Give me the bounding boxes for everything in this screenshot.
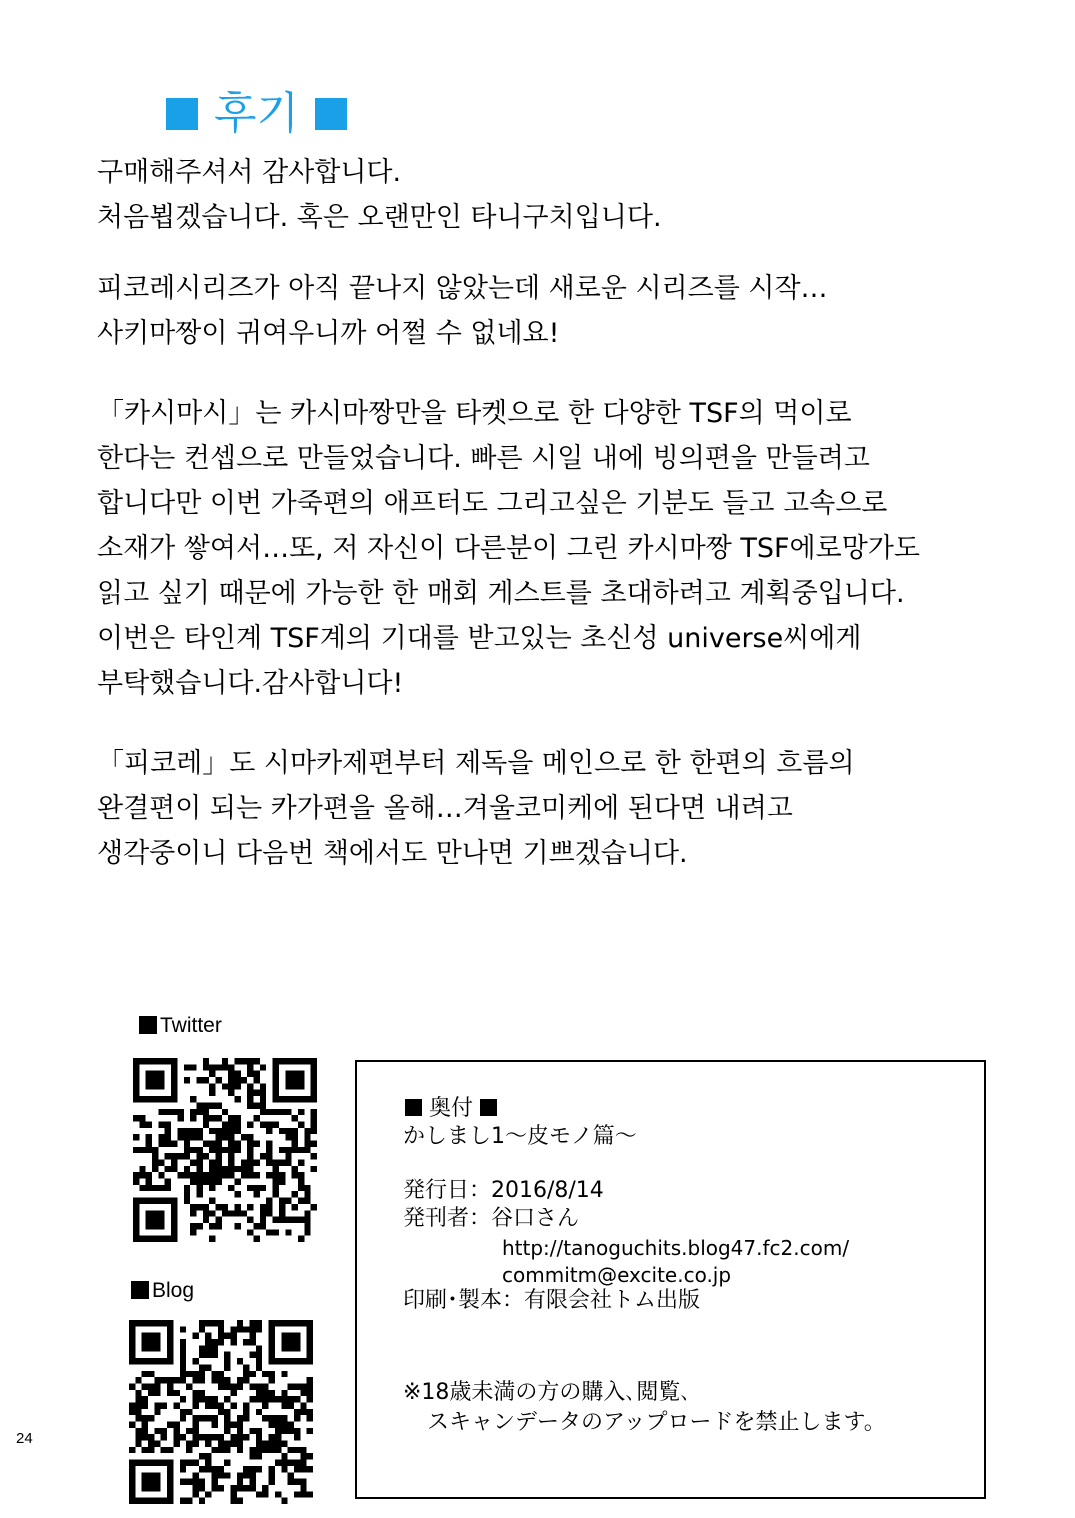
colophon-box <box>355 1060 986 1499</box>
text-line: 한다는 컨셉으로 만들었습니다. 빠른 시일 내에 빙의편을 만들려고 <box>97 443 870 474</box>
square-bullet-icon <box>405 1099 422 1116</box>
text-line: 소재가 쌓여서…또, 저 자신이 다른분이 그린 카시마짱 TSF에로망가도 <box>97 533 920 564</box>
square-bullet-icon <box>315 98 347 130</box>
square-bullet-icon <box>139 1016 157 1034</box>
afterword-paragraph <box>97 150 662 240</box>
text-line: 합니다만 이번 가죽편의 애프터도 그리고싶은 기분도 들고 고속으로 <box>97 488 888 519</box>
text-line: 완결편이 되는 카가편을 올해…겨울코미케에 된다면 내려고 <box>97 793 793 824</box>
age-notice-line2: スキャンデータのアップロードを禁止します。 <box>427 1410 886 1435</box>
twitter-label: Twitter <box>139 1013 222 1039</box>
square-bullet-icon <box>166 98 198 130</box>
printer: 印刷･製本：有限会社トム出版 <box>403 1288 701 1313</box>
afterword-paragraph <box>97 741 855 876</box>
afterword-paragraph <box>97 391 920 706</box>
text-line: 사키마짱이 귀여우니까 어쩔 수 없네요! <box>97 318 560 349</box>
colophon-heading: 奥付 <box>405 1095 497 1123</box>
twitter-qr-code[interactable] <box>133 1058 317 1242</box>
text-line: 「피코레」도 시마카제편부터 제독을 메인으로 한 한편의 흐름의 <box>97 748 855 779</box>
text-line: 읽고 싶기 때문에 가능한 한 매회 게스트를 초대하려고 계획중입니다. <box>97 578 905 609</box>
website-link[interactable]: http://tanoguchits.blog47.fc2.com/ <box>502 1236 850 1260</box>
afterword-paragraph <box>97 266 828 356</box>
blog-label: Blog <box>131 1278 194 1304</box>
page-number: 24 <box>16 1430 33 1447</box>
afterword-heading <box>166 86 347 142</box>
square-bullet-icon <box>480 1099 497 1116</box>
publisher: 発刊者：谷口さん <box>403 1206 580 1231</box>
email-link[interactable]: commitm@excite.co.jp <box>502 1263 732 1287</box>
text-line: 피코레시리즈가 아직 끝나지 않았는데 새로운 시리즈를 시작… <box>97 273 828 304</box>
text-line: 처음뵙겠습니다. 혹은 오랜만인 타니구치입니다. <box>97 202 662 233</box>
age-notice-line1: ※18歳未満の方の購入､閲覧､ <box>403 1380 692 1405</box>
text-line: 「카시마시」는 카시마짱만을 타켓으로 한 다양한 TSF의 먹이로 <box>97 398 852 429</box>
square-bullet-icon <box>131 1281 149 1299</box>
afterword-title: 후기 <box>214 88 300 139</box>
text-line: 부탁했습니다.감사합니다! <box>97 668 404 699</box>
text-line: 구매해주셔서 감사합니다. <box>97 157 402 188</box>
issue-date: 発行日：2016/8/14 <box>403 1178 604 1203</box>
book-title: かしまし1～皮モノ篇～ <box>403 1124 637 1149</box>
text-line: 생각중이니 다음번 책에서도 만나면 기쁘겠습니다. <box>97 838 688 869</box>
blog-qr-code[interactable] <box>129 1320 313 1504</box>
text-line: 이번은 타인계 TSF계의 기대를 받고있는 초신성 universe씨에게 <box>97 623 862 654</box>
